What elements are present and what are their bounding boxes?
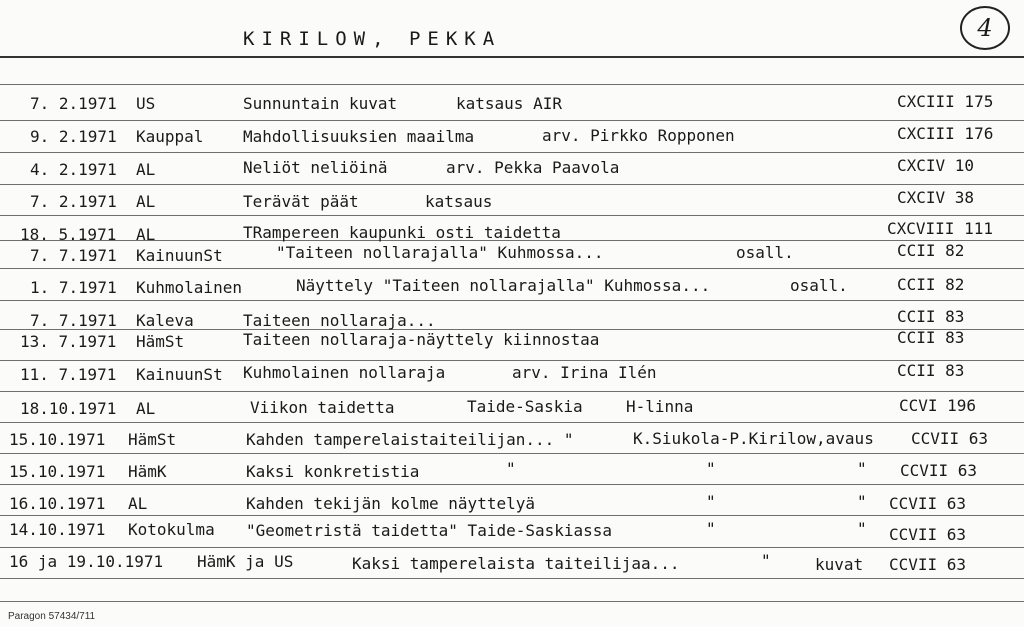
- entry-date: 7. 7.1971: [30, 311, 117, 330]
- entry-title: Sunnuntain kuvat: [243, 94, 398, 113]
- ruled-line: [0, 120, 1024, 121]
- entry-source: AL: [128, 494, 148, 513]
- entry-title: Kahden tekijän kolme näyttelyä: [246, 494, 535, 513]
- entry-source: AL: [136, 192, 156, 211]
- entry-date: 15.10.1971: [9, 462, 106, 481]
- entry-date: 16.10.1971: [9, 494, 106, 513]
- ruled-line: [0, 515, 1024, 516]
- entry-date: 18. 5.1971: [20, 225, 117, 244]
- ruled-line: [0, 601, 1024, 602]
- entry-title: Neliöt neliöinä: [243, 158, 388, 177]
- entry-date: 1. 7.1971: [30, 278, 117, 297]
- entry-note: osall.: [790, 276, 848, 295]
- entry-source: AL: [136, 399, 156, 418]
- entry-title: "Taiteen nollarajalla" Kuhmossa...: [276, 243, 604, 262]
- entry-ref: CCII 82: [897, 275, 965, 294]
- ditto-mark: ": [857, 519, 867, 538]
- entry-title: Näyttely "Taiteen nollarajalla" Kuhmossa...: [296, 276, 711, 295]
- ditto-mark: ": [857, 492, 867, 511]
- entry-ref: CCII 83: [897, 307, 965, 326]
- entry-source: Kotokulma: [128, 520, 215, 539]
- entry-source: HämK ja US: [197, 552, 294, 571]
- entry-title: Taiteen nollaraja-näyttely kiinnostaa: [243, 330, 600, 349]
- ditto-mark: ": [857, 459, 867, 478]
- ruled-line: [0, 152, 1024, 153]
- entry-date: 16 ja 19.10.1971: [9, 552, 164, 571]
- entry-source: HämSt: [136, 332, 185, 351]
- header-rule: [0, 56, 1024, 58]
- entry-title: Kaksi tamperelaista taiteilijaa...: [352, 554, 680, 573]
- entry-source: AL: [136, 160, 156, 179]
- entry-title: Kahden tamperelaistaiteilijan... ": [246, 430, 574, 449]
- entry-title: Kuhmolainen nollaraja: [243, 363, 446, 382]
- entry-ref: CCII 83: [897, 328, 965, 347]
- ditto-mark: ": [706, 519, 716, 538]
- entry-note: arv. Irina Ilén: [512, 363, 657, 382]
- entry-source: HämK: [128, 462, 167, 481]
- ruled-line: [0, 300, 1024, 301]
- entry-date: 14.10.1971: [9, 520, 106, 539]
- entry-note: K.Siukola-P.Kirilow,avaus: [633, 429, 874, 448]
- card-footer: Paragon 57434/711: [8, 611, 96, 622]
- entry-ref: CXCIV 10: [897, 156, 975, 175]
- ruled-line: [0, 484, 1024, 485]
- entry-source: Kuhmolainen: [136, 278, 242, 297]
- entry-note: osall.: [736, 243, 794, 262]
- entry-title: Terävät päät: [243, 192, 359, 211]
- ruled-line: [0, 215, 1024, 216]
- entry-title: Mahdollisuuksien maailma: [243, 127, 475, 146]
- ruled-line: [0, 84, 1024, 85]
- page-number-circle: [960, 6, 1010, 50]
- entry-ref: CCII 82: [897, 241, 965, 260]
- entry-ref: CCVII 63: [889, 555, 967, 574]
- ruled-line: [0, 184, 1024, 185]
- entry-title: "Geometristä taidetta" Taide-Saskiassa: [246, 521, 613, 540]
- entry-ref: CCVII 63: [889, 525, 967, 544]
- entry-ref: CXCVIII 111: [887, 219, 993, 238]
- entry-ref: CCVI 196: [899, 396, 977, 415]
- ruled-line: [0, 391, 1024, 392]
- ditto-mark: ": [506, 459, 516, 478]
- entry-date: 11. 7.1971: [20, 365, 117, 384]
- entry-title: Taiteen nollaraja...: [243, 311, 436, 330]
- entry-note: katsaus AIR: [456, 94, 562, 113]
- entry-date: 7. 2.1971: [30, 192, 117, 211]
- entry-title: TRampereen kaupunki osti taidetta: [243, 223, 561, 242]
- entry-date: 15.10.1971: [9, 430, 106, 449]
- entry-ref: CXCIV 38: [897, 188, 975, 207]
- entry-note: kuvat: [815, 555, 864, 574]
- entry-source: Kauppal: [136, 127, 204, 146]
- entry-date: 9. 2.1971: [30, 127, 117, 146]
- entry-ref: CXCIII 176: [897, 124, 994, 143]
- entry-ref: CXCIII 175: [897, 92, 994, 111]
- ruled-line: [0, 453, 1024, 454]
- entry-note: arv. Pirkko Ropponen: [542, 126, 735, 145]
- entry-note-place: H-linna: [626, 397, 694, 416]
- entry-source: KainuunSt: [136, 246, 223, 265]
- entry-note: katsaus: [425, 192, 493, 211]
- entry-ref: CCII 83: [897, 361, 965, 380]
- ruled-line: [0, 578, 1024, 579]
- card-title: KIRILOW, PEKKA: [243, 28, 502, 50]
- entry-source: HämSt: [128, 430, 177, 449]
- entry-source: US: [136, 94, 156, 113]
- entry-date: 13. 7.1971: [20, 332, 117, 351]
- entry-date: 7. 2.1971: [30, 94, 117, 113]
- entry-ref: CCVII 63: [889, 494, 967, 513]
- entry-ref: CCVII 63: [911, 429, 989, 448]
- ruled-line: [0, 422, 1024, 423]
- ruled-line: [0, 268, 1024, 269]
- entry-source: Kaleva: [136, 311, 194, 330]
- entry-title: Kaksi konkretistia: [246, 462, 420, 481]
- entry-source: AL: [136, 225, 156, 244]
- entry-source: KainuunSt: [136, 365, 223, 384]
- ditto-mark: ": [706, 459, 716, 478]
- entry-date: 4. 2.1971: [30, 160, 117, 179]
- entry-note: arv. Pekka Paavola: [446, 158, 620, 177]
- ruled-line: [0, 360, 1024, 361]
- page-number: 4: [977, 14, 993, 42]
- entry-date: 7. 7.1971: [30, 246, 117, 265]
- entry-title: Viikon taidetta: [250, 398, 395, 417]
- entry-date: 18.10.1971: [20, 399, 117, 418]
- ditto-mark: ": [761, 551, 771, 570]
- entry-ref: CCVII 63: [900, 461, 978, 480]
- ditto-mark: ": [706, 492, 716, 511]
- entry-note: Taide-Saskia: [467, 397, 583, 416]
- ruled-line: [0, 547, 1024, 548]
